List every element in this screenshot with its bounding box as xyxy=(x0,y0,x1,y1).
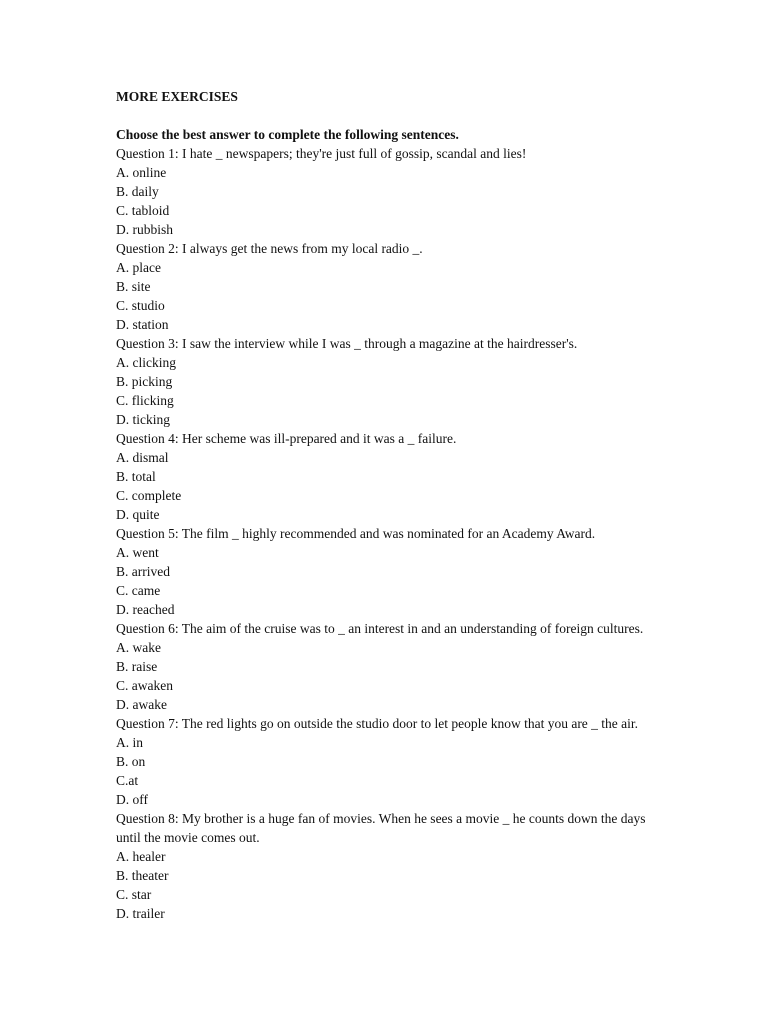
document-page xyxy=(116,87,676,923)
option-c: C. awaken xyxy=(116,678,173,693)
option-b: B. theater xyxy=(116,868,169,883)
option-b: B. arrived xyxy=(116,564,170,579)
page-title: MORE EXERCISES xyxy=(116,89,238,104)
question-5 xyxy=(116,524,676,619)
question-text: Question 6: The aim of the cruise was to _ an interest in and an understanding of foreign cultures. xyxy=(116,621,644,636)
question-6 xyxy=(116,619,676,714)
option-d: D. trailer xyxy=(116,906,165,921)
question-text: Question 3: I saw the interview while I was _ through a magazine at the hairdresser's. xyxy=(116,336,578,351)
option-d: D. station xyxy=(116,317,169,332)
option-c: C. star xyxy=(116,887,152,902)
option-c: C. complete xyxy=(116,488,182,503)
question-2 xyxy=(116,239,676,334)
option-d: D. off xyxy=(116,792,148,807)
option-a: A. in xyxy=(116,735,143,750)
question-text: Question 1: I hate _ newspapers; they're just full of gossip, scandal and lies! xyxy=(116,146,527,161)
option-b: B. site xyxy=(116,279,151,294)
option-d: D. awake xyxy=(116,697,167,712)
option-c: C.at xyxy=(116,773,139,788)
option-b: B. daily xyxy=(116,184,159,199)
question-1 xyxy=(116,144,676,239)
option-b: B. total xyxy=(116,469,156,484)
option-d: D. reached xyxy=(116,602,175,617)
option-a: A. online xyxy=(116,165,167,180)
option-c: C. studio xyxy=(116,298,165,313)
option-d: D. quite xyxy=(116,507,160,522)
option-b: B. raise xyxy=(116,659,158,674)
question-4 xyxy=(116,429,676,524)
option-b: B. on xyxy=(116,754,146,769)
question-3 xyxy=(116,334,676,429)
question-8 xyxy=(116,809,676,923)
option-a: A. healer xyxy=(116,849,166,864)
option-d: D. rubbish xyxy=(116,222,173,237)
question-text: Question 8: My brother is a huge fan of movies. When he sees a movie _ he counts down the days until the movie comes out. xyxy=(116,811,646,845)
option-a: A. dismal xyxy=(116,450,169,465)
option-a: A. place xyxy=(116,260,161,275)
question-7 xyxy=(116,714,676,809)
option-b: B. picking xyxy=(116,374,173,389)
option-c: C. flicking xyxy=(116,393,174,408)
instruction-text: Choose the best answer to complete the following sentences. xyxy=(116,127,459,142)
option-d: D. ticking xyxy=(116,412,170,427)
option-a: A. wake xyxy=(116,640,161,655)
option-a: A. clicking xyxy=(116,355,176,370)
option-c: C. tabloid xyxy=(116,203,170,218)
option-c: C. came xyxy=(116,583,161,598)
spacer xyxy=(116,106,676,125)
question-text: Question 2: I always get the news from my local radio _. xyxy=(116,241,423,256)
question-text: Question 4: Her scheme was ill-prepared and it was a _ failure. xyxy=(116,431,457,446)
question-text: Question 7: The red lights go on outside the studio door to let people know that you are _ the air. xyxy=(116,716,639,731)
option-a: A. went xyxy=(116,545,159,560)
question-text: Question 5: The film _ highly recommended and was nominated for an Academy Award. xyxy=(116,526,596,541)
